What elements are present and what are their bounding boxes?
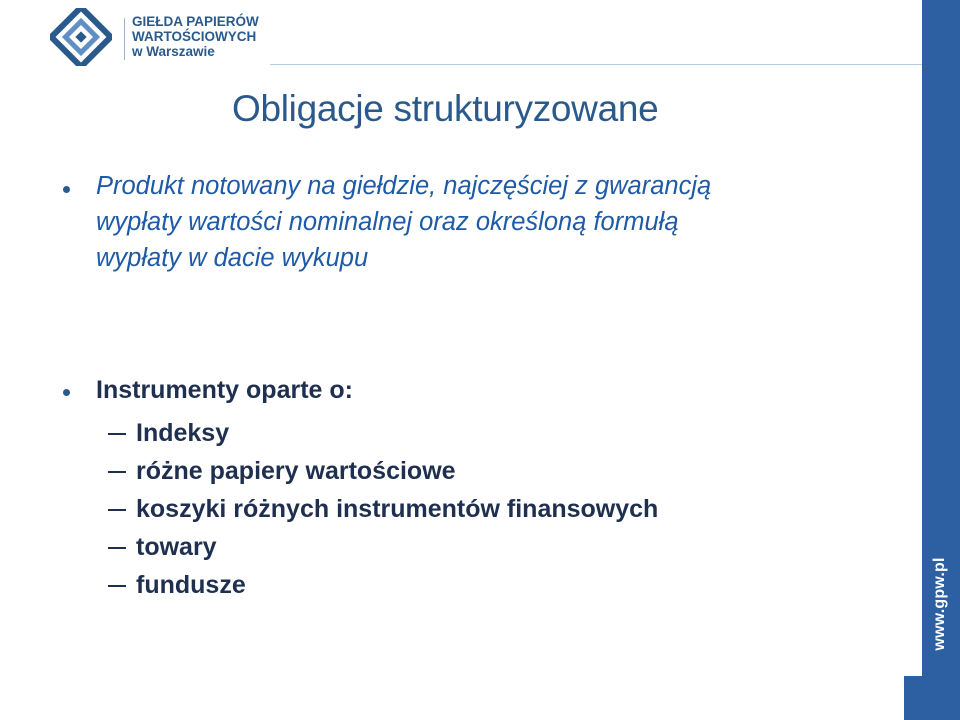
gpw-logo-icon (50, 8, 112, 66)
header-divider (270, 64, 922, 65)
gpw-logo (50, 8, 270, 66)
dash-icon (108, 509, 126, 511)
dash-icon (108, 547, 126, 549)
logo-line-2: WARTOŚCIOWYCH (132, 29, 257, 44)
sub-item-label: różne papiery wartościowe (136, 457, 456, 485)
website-url: www.gpw.pl (931, 557, 948, 651)
dash-icon (108, 471, 126, 473)
bullet-1-line-2: wypłaty wartości nominalnej oraz określoną formułą (96, 208, 679, 236)
sub-item-label: koszyki różnych instrumentów finansowych (136, 495, 659, 523)
slide-title: Obligacje strukturyzowane (232, 88, 659, 129)
logo-text (132, 14, 259, 59)
logo-divider (124, 18, 125, 60)
dash-icon (108, 585, 126, 587)
bullet-dot-icon (63, 389, 70, 396)
dash-icon (108, 433, 126, 435)
bullet-dot-icon (63, 186, 70, 193)
bullet-1-text (96, 168, 896, 276)
logo-line-3: w Warszawie (132, 44, 215, 59)
logo-line-1: GIEŁDA PAPIERÓW (132, 14, 259, 29)
bullet-1-line-3: wypłaty w dacie wykupu (96, 244, 369, 272)
brand-sidebar-corner (904, 676, 960, 720)
bullet-1-line-1: Produkt notowany na giełdzie, najczęściej z gwarancją (96, 172, 712, 200)
sub-item-label: Indeksy (136, 419, 230, 447)
bullet-2-text: Instrumenty oparte o: (96, 376, 353, 404)
sub-item-label: towary (136, 533, 217, 561)
sub-item-label: fundusze (136, 571, 246, 599)
